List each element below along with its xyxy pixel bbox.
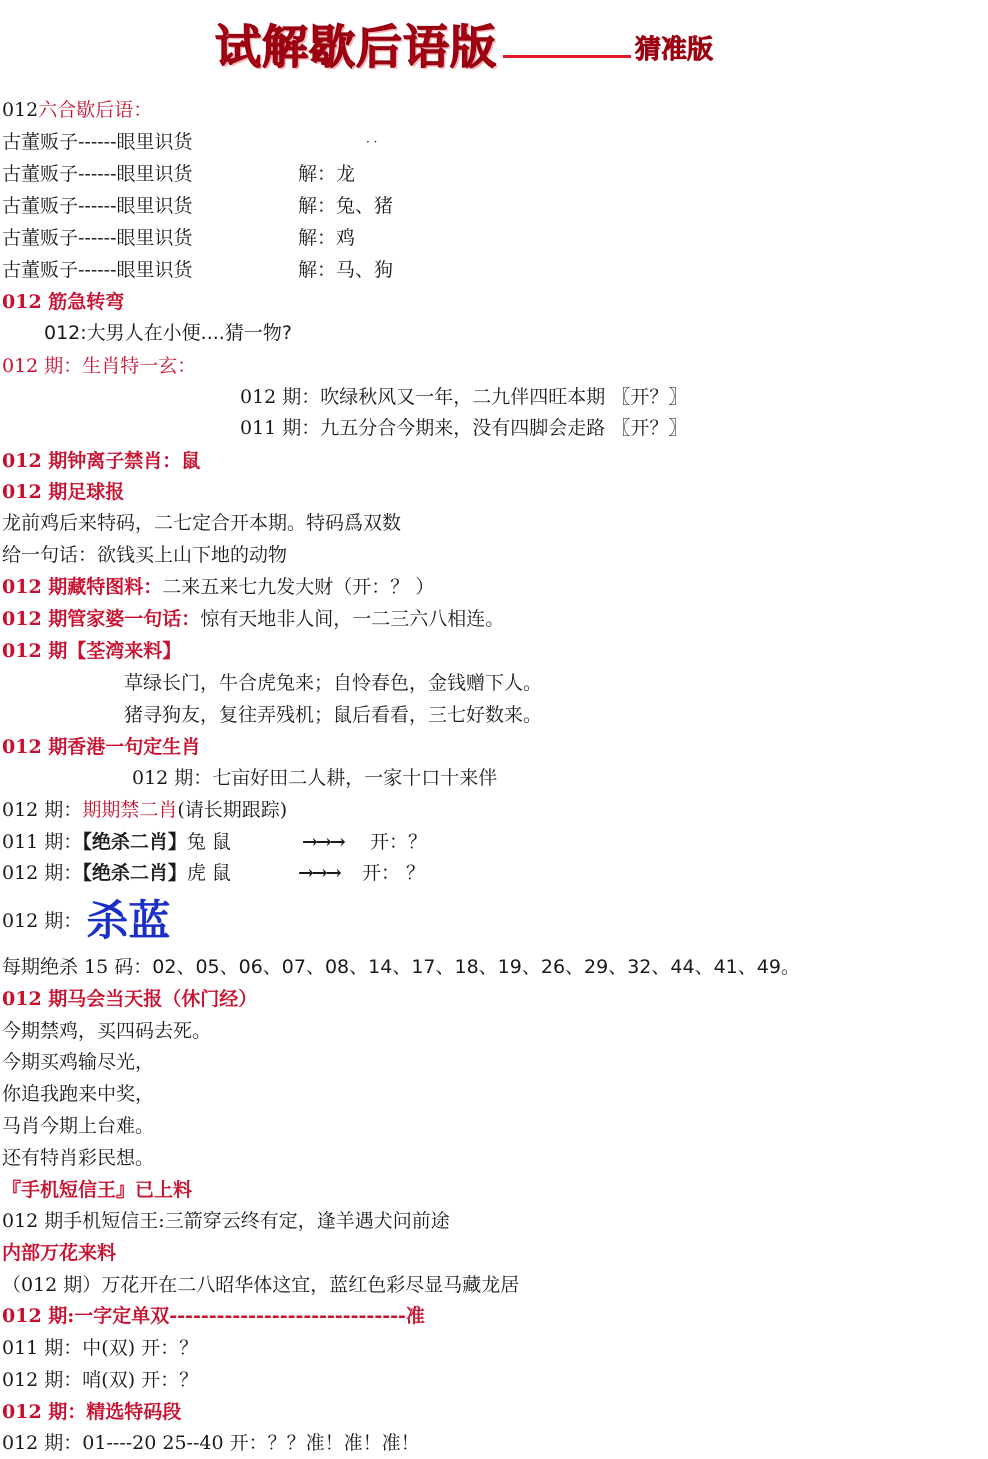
section-note: (请长期跟踪) (177, 799, 288, 821)
horse-club-line: 今期买鸡输尽光， (2, 1051, 155, 1073)
period-label: 011 期： (2, 831, 83, 853)
result-text: 开： ？ (362, 862, 426, 884)
period-label: 012 期： (2, 799, 83, 821)
section-odd-even-title: 012 期:一字定单双------------------------------准 (2, 1305, 425, 1327)
title-divider (503, 55, 631, 58)
riddle-text: 古董贩子------眼里识货 (2, 227, 193, 249)
kill-numbers-row (2, 955, 800, 979)
section-zodiac-title: 012 期：生肖特一玄： (2, 355, 197, 377)
riddle-answer: 解：兔、猪 (298, 195, 394, 217)
football-line: 龙前鸡后来特码，二七定合开本期。特码爲双数 (2, 512, 402, 534)
riddle-text: 古董贩子------眼里识货 (2, 131, 193, 153)
horse-club-line: 今期禁鸡，买四码去死。 (2, 1020, 212, 1042)
section-housekeeper (2, 607, 504, 631)
result-text: 开：？ (370, 831, 428, 853)
riddle-text: 古董贩子------眼里识货 (2, 259, 193, 281)
wanhua-line: （012 期）万花开在二八昭华体这宜，蓝红色彩尽显马藏龙居 (2, 1274, 520, 1296)
section-football-title: 012 期足球报 (2, 481, 125, 503)
period-label: 012 期： (2, 910, 83, 932)
riddle-row (2, 258, 394, 282)
horse-club-line: 马肖今期上台难。 (2, 1115, 155, 1137)
kill-tag: 【绝杀二肖】 (82, 862, 187, 884)
odd-even-row: 011 期：中(双) 开：？ (2, 1337, 199, 1359)
page-title: 试解歇后语版 (215, 20, 497, 74)
section-kill-blue (2, 895, 170, 947)
section-hongkong-title: 012 期香港一句定生肖 (2, 736, 201, 758)
riddle-answer: 解：鸡 (298, 227, 356, 249)
ban-two-row (2, 861, 426, 885)
section-title-text: 六合歇后语： (38, 99, 153, 121)
zodiac-line: 011 期：九五分合今期来，没有四脚会走路 〖开？〗 (240, 417, 688, 439)
section-horse-club-title: 012 期马会当天报（休门经） (2, 988, 258, 1010)
riddle-row (2, 226, 356, 250)
tsuen-wan-line: 猪寻狗友，复往弄残机；鼠后看看，三七好数来。 (124, 704, 543, 726)
kill-label: 每期绝杀 15 码： (2, 956, 153, 978)
number-range-line: 012 期：01----20 25--40 开：？？准！准！准！ (2, 1432, 420, 1454)
riddle-text: 古董贩子------眼里识货 (2, 195, 193, 217)
brain-teaser-question: 012:大男人在小便....猜一物? (44, 322, 292, 344)
odd-even-row: 012 期：哨(双) 开：？ (2, 1369, 199, 1391)
period-number: 012 (2, 99, 39, 121)
section-wanhua-title: 内部万花来料 (2, 1242, 117, 1264)
section-liuhe-title (2, 98, 152, 122)
section-text: 惊有天地非人间，一二三六八相连。 (200, 608, 505, 630)
section-title-text: 期期禁二肖 (82, 799, 178, 821)
riddle-answer: 解：龙 (298, 163, 356, 185)
football-line: 给一句话：欲钱买上山下地的动物 (2, 544, 288, 566)
arrow-icon: →→→ (298, 862, 340, 884)
section-number-range-title: 012 期：精选特码段 (2, 1401, 182, 1423)
section-hidden-pic (2, 575, 434, 599)
horse-club-line: 你追我跑来中奖， (2, 1083, 155, 1105)
section-text: 二来五来七九发大财（开：？ ） (162, 576, 435, 598)
sms-king-line: 012 期手机短信王:三箭穿云终有定，逢羊遇犬问前途 (2, 1210, 450, 1232)
horse-club-line: 还有特肖彩民想。 (2, 1147, 155, 1169)
section-label: 012 期管家婆一句话： (2, 608, 201, 630)
section-ban-two-title (2, 798, 287, 822)
riddle-row (2, 130, 378, 154)
zodiac-line: 012 期：吹绿秋风又一年，二九伴四旺本期 〖开？〗 (240, 386, 688, 408)
section-tsuen-wan-title: 012 期【荃湾来料】 (2, 640, 182, 662)
tsuen-wan-line: 草绿长门，牛合虎兔来；自怜春色，金钱赠下人。 (124, 672, 543, 694)
page-header (215, 18, 713, 74)
period-label: 012 期： (2, 862, 83, 884)
page-subtitle: 猜准版 (635, 35, 714, 65)
kill-tag: 【绝杀二肖】 (82, 831, 187, 853)
hongkong-line: 012 期：七亩好田二人耕，一家十口十来伴 (132, 767, 498, 789)
section-forbidden-zodiac: 012 期钟离子禁肖：鼠 (2, 450, 201, 472)
ban-two-row (2, 830, 428, 854)
dots-mark: · · (366, 135, 378, 149)
section-label: 012 期藏特图料： (2, 576, 163, 598)
riddle-row (2, 162, 356, 186)
arrow-icon: →→→ (302, 831, 344, 853)
kill-blue-text: 杀蓝 (86, 896, 171, 945)
animals: 虎 鼠 (186, 862, 231, 884)
section-sms-king-title: 『手机短信王』已上料 (2, 1179, 193, 1201)
riddle-text: 古董贩子------眼里识货 (2, 163, 193, 185)
kill-numbers: 02、05、06、07、08、14、17、18、19、26、29、32、44、41、49。 (152, 956, 800, 978)
riddle-answer: 解：马、狗 (298, 259, 394, 281)
animals: 兔 鼠 (186, 831, 231, 853)
riddle-row (2, 194, 394, 218)
section-brain-teaser-title: 012 筋急转弯 (2, 291, 125, 313)
